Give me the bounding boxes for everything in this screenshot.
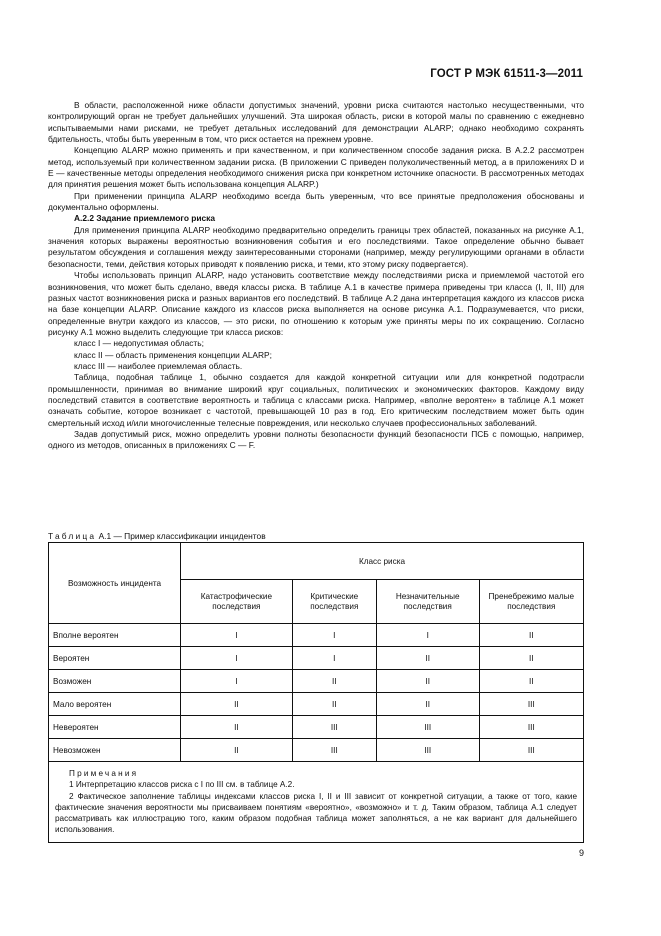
row-label: Мало вероятен bbox=[49, 693, 181, 716]
table-cell: II bbox=[292, 670, 376, 693]
table-cell: I bbox=[181, 670, 293, 693]
table-row bbox=[49, 693, 584, 716]
table-row bbox=[49, 647, 584, 670]
row-label: Невероятен bbox=[49, 716, 181, 739]
table-cell: II bbox=[376, 693, 479, 716]
table-cell: I bbox=[181, 647, 293, 670]
body-text bbox=[48, 100, 584, 452]
table-cell: III bbox=[479, 739, 583, 762]
table-row bbox=[49, 739, 584, 762]
table-cell: II bbox=[479, 647, 583, 670]
table-cell: I bbox=[376, 624, 479, 647]
header-risk-class: Класс риска bbox=[181, 543, 584, 580]
row-label: Вероятен bbox=[49, 647, 181, 670]
table-caption-title: А.1 — Пример классификации инцидентов bbox=[96, 531, 266, 541]
notes-title: Примечания bbox=[69, 769, 139, 778]
paragraph: Чтобы использовать принцип ALARP, надо установить соответствие между последствиями риска и приемлемой частотой его возникновения, что может быть сделано, введя классы риска. В таблице А.1 в качестве примера приведены три класса (I, II, III) для разных частот возникновения риска и разных вариантов его последствий. В таблице А.2 дана интерпретация каждого из классов риска на базе концепции ALARP. Описание каждого из классов риска выполняется на основе рисунка А.1. Подразумевается, что риски, определенные внутри каждого из классов, — это риски, по отношению к которым уже приняты меры по их сокращению. Согласно рисунку А.1 можно выделить следующие три класса рисков: bbox=[48, 270, 584, 337]
table-row bbox=[49, 624, 584, 647]
header-possibility: Возможность инцидента bbox=[49, 543, 181, 624]
table-cell: III bbox=[376, 716, 479, 739]
table-cell: I bbox=[181, 624, 293, 647]
table-cell: II bbox=[181, 716, 293, 739]
header-consequence: Пренебрежимо малые последствия bbox=[479, 580, 583, 624]
row-label: Возможен bbox=[49, 670, 181, 693]
paragraph: В области, расположенной ниже области допустимых значений, уровни риска считаются настолько несущественными, что контролирующий орган не требует дальнейших улучшений. Эта широкая область, риски в которой малы по сравнению с ежедневно испытываемыми нами рисками, не требует детальных исследований для демонстрации ALARP; однако необходимо сохранять бдительность, чтобы быть уверенным в том, что риск остается на прежнем уровне. bbox=[48, 100, 584, 145]
paragraph: Задав допустимый риск, можно определить уровни полноты безопасности функций безопасности ПСБ с помощью, например, одного из методов, описанных в приложениях С — F. bbox=[48, 428, 584, 451]
note-item: 2 Фактическое заполнение таблицы индексами классов риска I, II и III зависит от конкретной ситуации, а также от того, какие фактические значения вероятности мы присваиваем понятиям «вероятно», «возможно» и т. д. Таким образом, таблица А.1 следует рассматривать как иллюстрацию того, каким образом подобная таблица может заполняться, а не как вариант для дальнейшего использования. bbox=[55, 791, 577, 835]
table-notes bbox=[49, 762, 584, 843]
header-consequence: Незначительные последствия bbox=[376, 580, 479, 624]
table-row bbox=[49, 670, 584, 693]
paragraph: При применении принципа ALARP необходимо всегда быть уверенным, что все принятые предположения обоснованы и документально оформлены. bbox=[48, 190, 584, 213]
table-cell: I bbox=[292, 647, 376, 670]
table-cell: I bbox=[292, 624, 376, 647]
incident-classification-table bbox=[48, 542, 584, 843]
table-cell: III bbox=[376, 739, 479, 762]
table-cell: III bbox=[292, 739, 376, 762]
document-header: ГОСТ Р МЭК 61511-3—2011 bbox=[430, 68, 583, 80]
table-row bbox=[49, 716, 584, 739]
row-label: Вполне вероятен bbox=[49, 624, 181, 647]
table-cell: II bbox=[376, 670, 479, 693]
table-cell: II bbox=[292, 693, 376, 716]
class-item: класс II — область применения концепции ALARP; bbox=[74, 349, 272, 360]
header-consequence: Критические последствия bbox=[292, 580, 376, 624]
note-item: 1 Интерпретацию классов риска с I по III см. в таблице А.2. bbox=[69, 780, 295, 790]
paragraph: Таблица, подобная таблице 1, обычно создается для каждой конкретной ситуации или для конкретной подотрасли промышленности, принимая во внимание широкий круг социальных, политических и экономических факторов. Каждому виду последствий ставится в соответствие вероятность и таблица с классами риска. Например, «вполне вероятен» в таблице А.1 может означать событие, которое возникает с частотой, превышающей 10 раз в год. Его критическим последствием может быть один смертельный исход и/или многочисленные телесные повреждения, или несколько случаев профессиональных заболеваний. bbox=[48, 372, 584, 428]
class-item: класс I — недопустимая область; bbox=[74, 338, 204, 349]
table-cell: II bbox=[479, 670, 583, 693]
table-cell: III bbox=[479, 716, 583, 739]
section-heading: А.2.2 Задание приемлемого риска bbox=[74, 213, 216, 224]
table-caption-word: Таблица bbox=[48, 531, 97, 541]
page-number: 9 bbox=[578, 848, 584, 858]
header-consequence: Катастрофические последствия bbox=[181, 580, 293, 624]
row-label: Невозможен bbox=[49, 739, 181, 762]
table-cell: II bbox=[181, 693, 293, 716]
table-caption bbox=[48, 531, 266, 541]
table-cell: III bbox=[292, 716, 376, 739]
class-item: класс III — наиболее приемлемая область. bbox=[74, 360, 243, 371]
table-cell: II bbox=[181, 739, 293, 762]
table-cell: III bbox=[479, 693, 583, 716]
table-cell: II bbox=[479, 624, 583, 647]
table-cell: II bbox=[376, 647, 479, 670]
paragraph: Концепцию ALARP можно применять и при качественном, и при количественном способе задания риска. В А.2.2 рассмотрен метод, используемый при количественном задании риска. (В приложении С приведен полуколичественный метод, а в приложениях D и Е — качественные методы определения необходимого снижения риска при конкретном источнике опасности. В рассмотренных методах для принятия решения может быть использована концепция ALARP.) bbox=[48, 145, 584, 190]
paragraph: Для применения принципа ALARP необходимо предварительно определить границы трех областей, показанных на рисунке А.1, значения которых выражены вероятностью возникновения события и его последствиями. Такое определение обычно бывает результатом обсуждения и соглашения между заинтересованными сторонами (например, между регулирующими органами в области безопасности, теми, действия которых приводят к появлению риска, и теми, кто этому риску подвергается). bbox=[48, 224, 584, 269]
